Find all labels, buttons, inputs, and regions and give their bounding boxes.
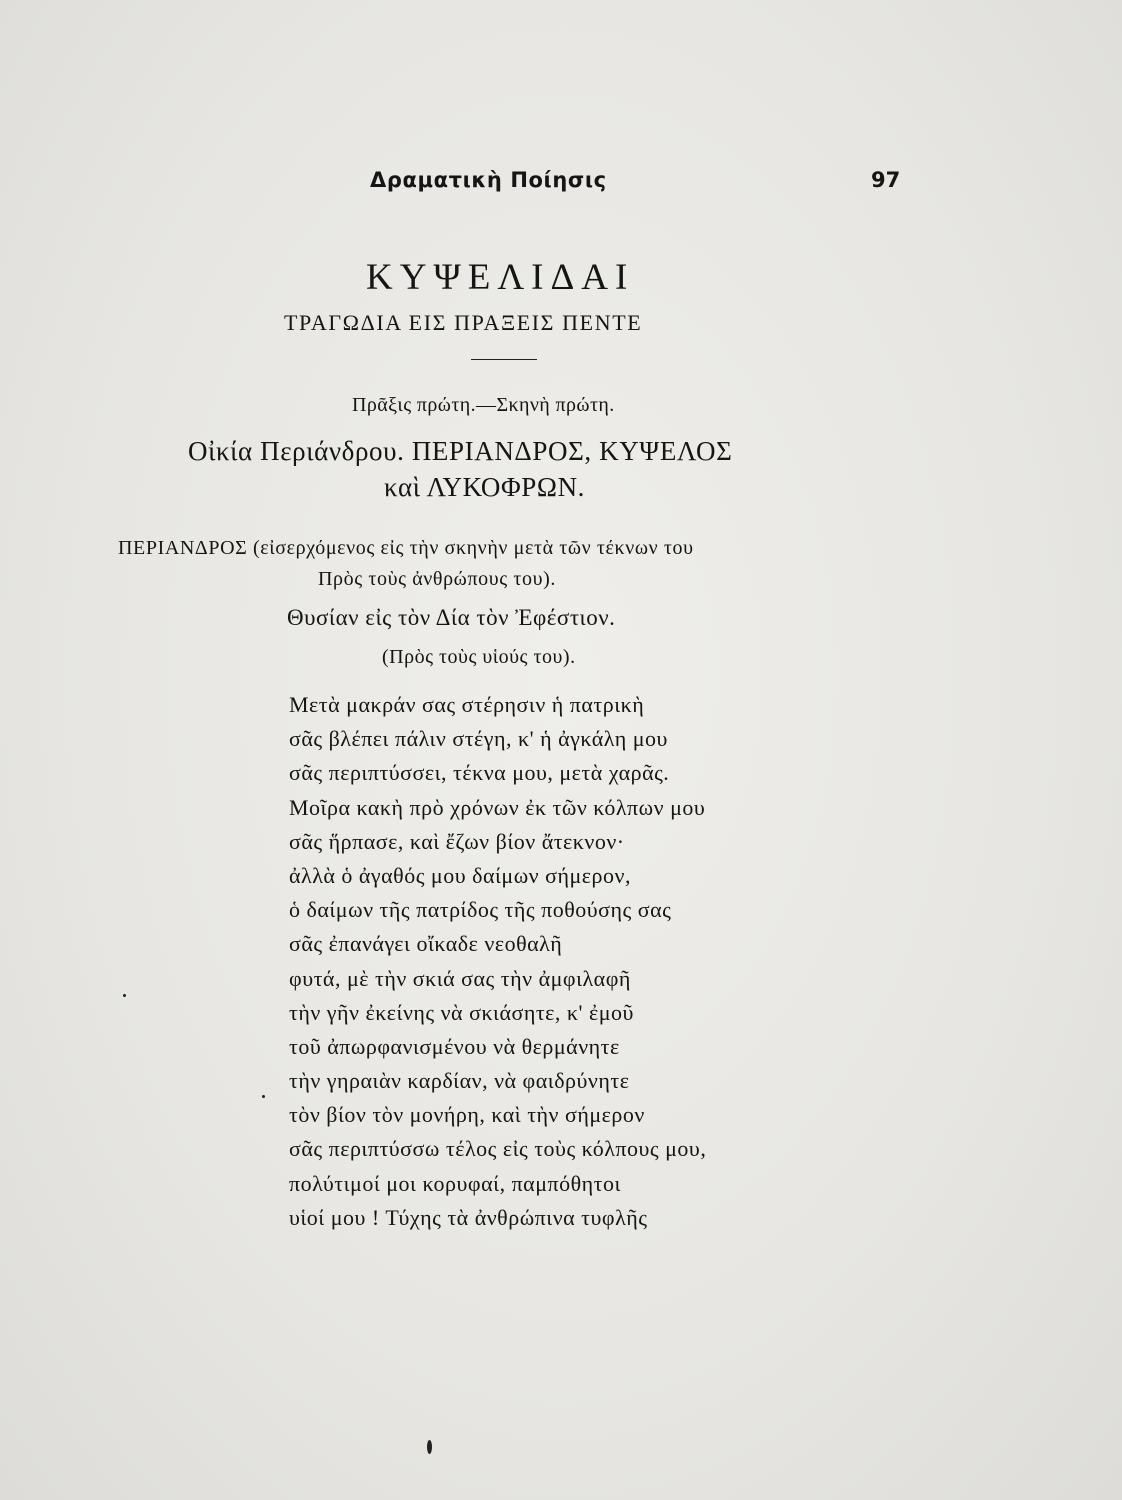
running-head: Δραματικὴ Ποίησις <box>370 168 607 192</box>
play-title: ΚΥΨΕΛΙΔΑΙ <box>366 257 635 298</box>
ink-speck <box>123 994 126 997</box>
verse-line: τοῦ ἀπωρφανισμένου νὰ θερμάνητε <box>289 1033 620 1059</box>
verse-line: Μετὰ μακράν σας στέρησιν ἡ πατρικὴ <box>289 692 645 717</box>
verse-line: σᾶς ἥρπασε, καὶ ἔζων βίον ἄτεκνον· <box>289 828 625 854</box>
title-divider <box>471 359 537 360</box>
act-scene-heading: Πρᾶξις πρώτη.—Σκηνὴ πρώτη. <box>352 394 615 416</box>
dialogue-line: Θυσίαν εἰς τὸν Δία τὸν Ἐφέστιον. <box>287 605 616 630</box>
ink-speck <box>427 1440 432 1454</box>
verse-line: σᾶς βλέπει πάλιν στέγη, κ' ἡ ἀγκάλη μου <box>289 726 668 752</box>
verse-line: υἱοί μου ! Τύχης τὰ ἀνθρώπινα τυφλῆς <box>289 1204 648 1230</box>
verse-line: σᾶς περιπτύσσει, τέκνα μου, μετὰ χαρᾶς. <box>289 760 670 786</box>
verse-line: σᾶς ἐπανάγει οἴκαδε νεοθαλῆ <box>289 931 563 957</box>
verse-line: Μοῖρα κακὴ πρὸ χρόνων ἐκ τῶν κόλπων μου <box>289 794 706 820</box>
stage-direction: ΠΕΡΙΑΝΔΡΟΣ (εἰσερχόμενος εἰς τὴν σκηνὴν μετὰ τῶν τέκνων του <box>118 537 694 559</box>
verse-line: τὴν γηραιὰν καρδίαν, νὰ φαιδρύνητε <box>289 1068 630 1094</box>
verse-line: τὴν γῆν ἐκείνης νὰ σκιάσητε, κ' ἐμοῦ <box>289 999 634 1025</box>
page-number: 97 <box>871 168 901 192</box>
verse-line: φυτά, μὲ τὴν σκιά σας τὴν ἀμφιλαφῆ <box>289 965 631 991</box>
stage-direction: Πρὸς τοὺς ἀνθρώπους του). <box>318 568 556 590</box>
scene-setting-line: καὶ ΛΥΚΟΦΡΩΝ. <box>384 472 586 502</box>
verse-line: πολύτιμοί μοι κορυφαί, παμπόθητοι <box>289 1170 621 1196</box>
verse-line: ἀλλὰ ὁ ἀγαθός μου δαίμων σήμερον, <box>289 862 631 888</box>
ink-speck <box>262 1095 265 1098</box>
verse-block <box>289 688 706 1235</box>
verse-line: σᾶς περιπτύσσω τέλος εἰς τοὺς κόλπους μου, <box>289 1136 707 1162</box>
verse-line: τὸν βίον τὸν μονήρη, καὶ τὴν σήμερον <box>289 1102 645 1128</box>
stage-direction: (Πρὸς τοὺς υἱούς του). <box>382 646 576 668</box>
play-subtitle: ΤΡΑΓΩΔΙΑ ΕΙΣ ΠΡΑΞΕΙΣ ΠΕΝΤΕ <box>284 310 643 335</box>
verse-line: ὁ δαίμων τῆς πατρίδος τῆς ποθούσης σας <box>289 897 672 923</box>
scene-setting-line: Οἰκία Περιάνδρου. ΠΕΡΙΑΝΔΡΟΣ, ΚΥΨΕΛΟΣ <box>188 436 733 466</box>
